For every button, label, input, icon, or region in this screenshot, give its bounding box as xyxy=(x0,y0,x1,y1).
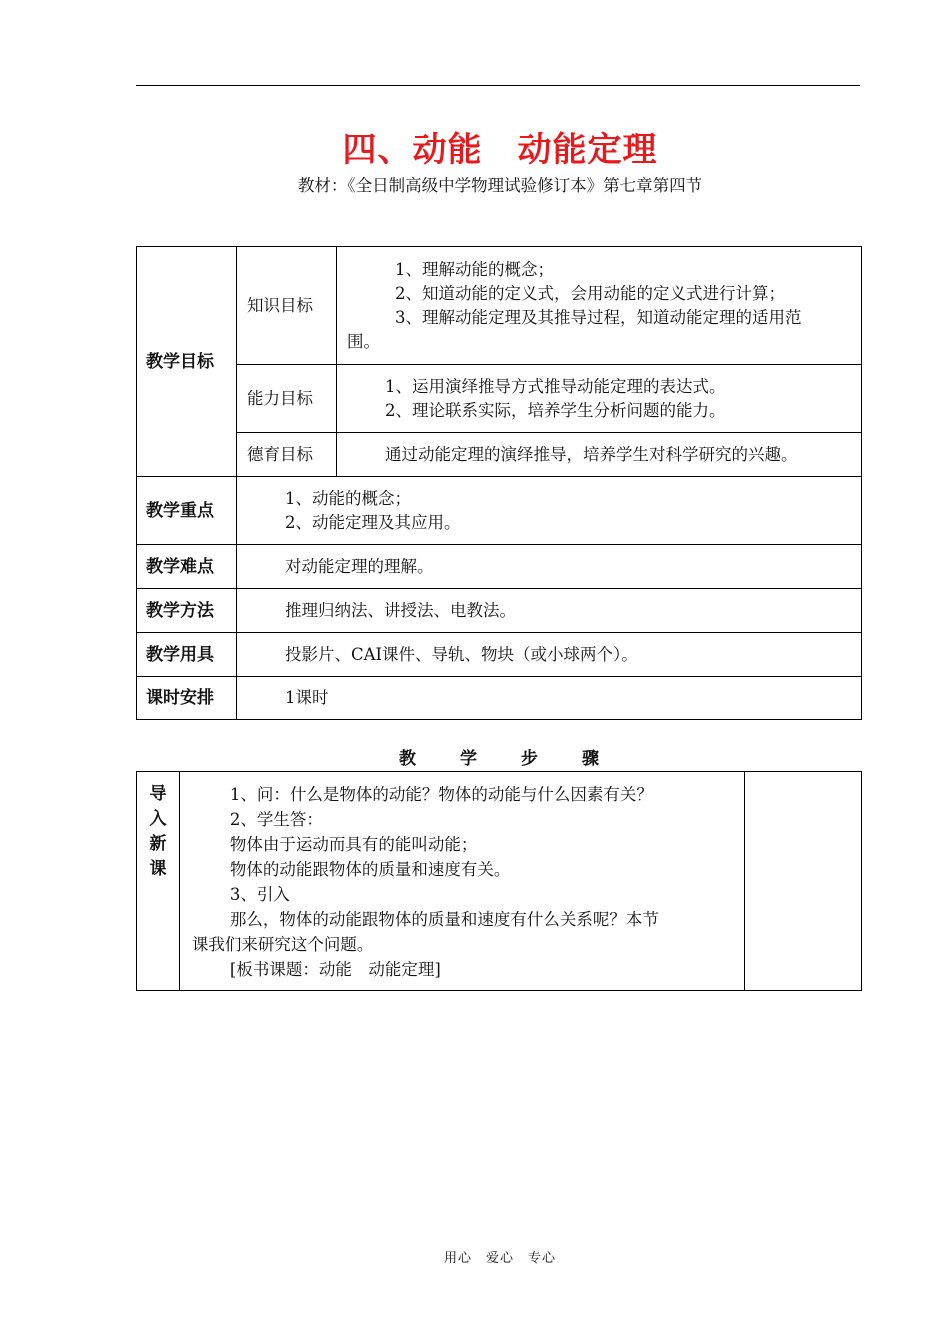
method-content: 推理归纳法、讲授法、电教法。 xyxy=(237,589,862,633)
intro-label-char: 入 xyxy=(149,809,167,829)
difficulty-content: 对动能定理的理解。 xyxy=(237,545,862,589)
intro-line: 3、引入 xyxy=(229,885,290,904)
intro-content xyxy=(179,772,744,991)
objectives-category: 教学目标 xyxy=(137,247,237,477)
knowledge-goal-content xyxy=(337,247,862,365)
moral-goal-content: 通过动能定理的演绎推导，培养学生对科学研究的兴趣。 xyxy=(337,433,862,477)
intro-line: 那么，物体的动能跟物体的质量和速度有什么关系呢？本节 xyxy=(229,910,659,929)
steps-heading-char: 教 xyxy=(399,749,416,769)
focus-line: 2、动能定理及其应用。 xyxy=(285,512,461,532)
intro-line: 物体由于运动而具有的能叫动能； xyxy=(229,835,478,854)
knowledge-line: 1、理解动能的概念； xyxy=(395,259,554,279)
steps-table xyxy=(136,771,862,991)
steps-heading-char: 步 xyxy=(521,749,538,769)
knowledge-line: 3、理解动能定理及其推导过程，知道动能定理的适用范 xyxy=(395,307,802,327)
steps-heading-char: 学 xyxy=(460,749,477,769)
moral-goal-label: 德育目标 xyxy=(237,433,337,477)
intro-line: [板书课题：动能 动能定理] xyxy=(229,960,441,979)
schedule-content: 1课时 xyxy=(237,677,862,720)
intro-label xyxy=(137,772,180,991)
difficulty-label: 教学难点 xyxy=(137,545,237,589)
intro-line: 2、学生答： xyxy=(229,810,323,829)
intro-label-char: 课 xyxy=(149,859,167,879)
ability-line: 1、运用演绎推导方式推导动能定理的表达式。 xyxy=(385,376,726,396)
ability-goal-label: 能力目标 xyxy=(237,365,337,433)
steps-heading-char: 骤 xyxy=(582,749,599,769)
focus-label: 教学重点 xyxy=(137,477,237,545)
intro-line: 物体的动能跟物体的质量和速度有关。 xyxy=(229,860,511,879)
page-title: 四、动能 动能定理 xyxy=(342,130,658,170)
ability-line: 2、理论联系实际，培养学生分析问题的能力。 xyxy=(385,400,726,420)
tools-label: 教学用具 xyxy=(137,633,237,677)
intro-line: 课我们来研究这个问题。 xyxy=(191,935,374,954)
knowledge-line: 围。 xyxy=(347,331,380,351)
knowledge-line: 2、知道动能的定义式，会用动能的定义式进行计算； xyxy=(395,283,785,303)
intro-label-char: 导 xyxy=(149,784,167,804)
intro-line: 1、问：什么是物体的动能？物体的动能与什么因素有关？ xyxy=(229,785,653,804)
focus-content xyxy=(237,477,862,545)
page-subtitle: 教材：《全日制高级中学物理试验修订本》第七章第四节 xyxy=(297,176,703,195)
tools-content: 投影片、CAI课件、导轨、物块（或小球两个）。 xyxy=(237,633,862,677)
schedule-label: 课时安排 xyxy=(137,677,237,720)
lesson-plan-table xyxy=(136,246,862,720)
focus-line: 1、动能的概念； xyxy=(285,488,411,508)
page-footer: 用心 爱心 专心 xyxy=(443,1251,556,1266)
header-rule xyxy=(136,85,860,86)
intro-notes-cell xyxy=(744,772,861,991)
knowledge-goal-label: 知识目标 xyxy=(237,247,337,365)
steps-heading xyxy=(136,744,862,769)
method-label: 教学方法 xyxy=(137,589,237,633)
intro-label-char: 新 xyxy=(149,834,167,854)
ability-goal-content xyxy=(337,365,862,433)
